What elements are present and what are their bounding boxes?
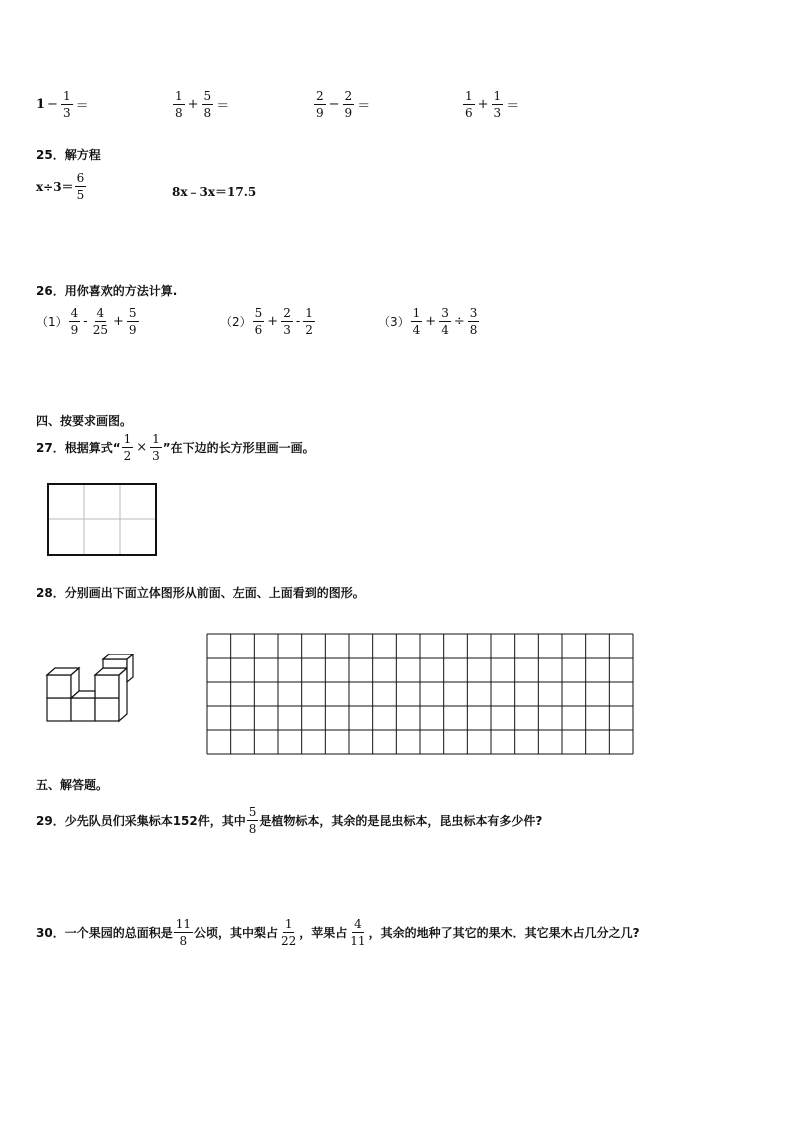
problem-label: （2） [220,315,252,329]
fraction: $\frac{4}{25}$ [92,306,108,337]
fraction: $\frac{2}{9}$ [344,89,353,120]
fraction: $\frac{1}{6}$ [465,89,473,120]
operator: + [112,314,124,329]
question-28-title: 28．分别画出下面立体图形从前面、左面、上面看到的图形。 [36,586,365,600]
equation-lhs: x÷3＝ [36,180,74,194]
equals-sign: ＝ [75,99,89,114]
problem-26-2 [220,307,316,336]
operator: − [328,97,340,112]
operator: + [187,97,199,112]
fraction: $\frac{1}{2}$ [305,306,313,337]
calc-expression-1 [36,90,91,119]
fraction: $\frac{11}{8}$ [175,917,191,948]
calc-expression-4 [462,90,521,119]
fraction: $\frac{5}{9}$ [128,306,137,337]
question-30-text-post: ，其余的地种了其它的果木．其它果木占几分之几? [368,926,640,940]
question-29 [36,806,542,835]
operator: × [136,440,148,455]
equals-sign: ＝ [506,99,520,114]
answer-grid[interactable] [206,633,634,755]
question-25-title: 25．解方程 [36,148,101,162]
cube-solid-figure [44,654,136,724]
fraction: $\frac{1}{8}$ [175,89,183,120]
fraction: $\frac{1}{2}$ [123,432,132,463]
question-30-text-pre: 30．一个果园的总面积是 [36,926,173,940]
fraction: $\frac{2}{9}$ [316,89,324,120]
problem-label: （3） [378,315,410,329]
fraction: $\frac{3}{4}$ [441,306,449,337]
drawing-rectangle[interactable] [46,482,160,558]
equation-1 [36,172,87,201]
operator: + [267,314,279,329]
problem-26-3 [378,307,480,336]
section-4-heading: 四、按要求画图。 [36,414,133,428]
question-30 [36,918,640,947]
operator: + [477,97,489,112]
operator: ÷ [453,314,465,329]
operator: - [83,314,88,329]
operator: + [425,314,437,329]
calc-expression-2 [172,90,231,119]
question-27-text-post: ”在下边的长方形里画一画。 [162,441,315,455]
question-27-text-pre: 27．根据算式“ [36,441,121,455]
whole-number: 1 [36,97,46,112]
operator: - [295,314,301,329]
fraction: $\frac{3}{8}$ [469,306,478,337]
fraction: $\frac{1}{22}$ [281,917,297,948]
question-29-text-pre: 29．少先队员们采集标本152件，其中 [36,814,246,828]
equals-sign: ＝ [357,99,371,114]
calc-expression-3 [313,90,372,119]
problem-label: （1） [36,315,68,329]
fraction: $\frac{4}{9}$ [70,306,79,337]
fraction: $\frac{1}{3}$ [493,89,502,120]
question-29-text-post: 是植物标本，其余的是昆虫标本，昆虫标本有多少件? [259,814,543,828]
fraction: $\frac{6}{5}$ [76,171,85,202]
fraction: $\frac{5}{6}$ [254,306,263,337]
question-27 [36,433,315,462]
fraction: $\frac{5}{8}$ [203,89,212,120]
question-30-text-mid1: 公顷，其中梨占 [193,926,278,940]
section-5-heading: 五、解答题。 [36,778,109,792]
problem-26-1 [36,307,140,336]
equals-sign: ＝ [216,99,230,114]
fraction: $\frac{4}{11}$ [350,917,366,948]
question-30-text-mid2: ，苹果占 [299,926,348,940]
question-26-title: 26．用你喜欢的方法计算. [36,284,178,298]
fraction: $\frac{5}{8}$ [248,805,257,836]
fraction: $\frac{1}{4}$ [412,306,421,337]
fraction: $\frac{1}{3}$ [152,432,160,463]
operator: − [47,97,58,112]
equation-2: 8x﹣3x＝17.5 [172,185,257,199]
fraction: $\frac{1}{3}$ [62,89,71,120]
fraction: $\frac{2}{3}$ [283,306,291,337]
